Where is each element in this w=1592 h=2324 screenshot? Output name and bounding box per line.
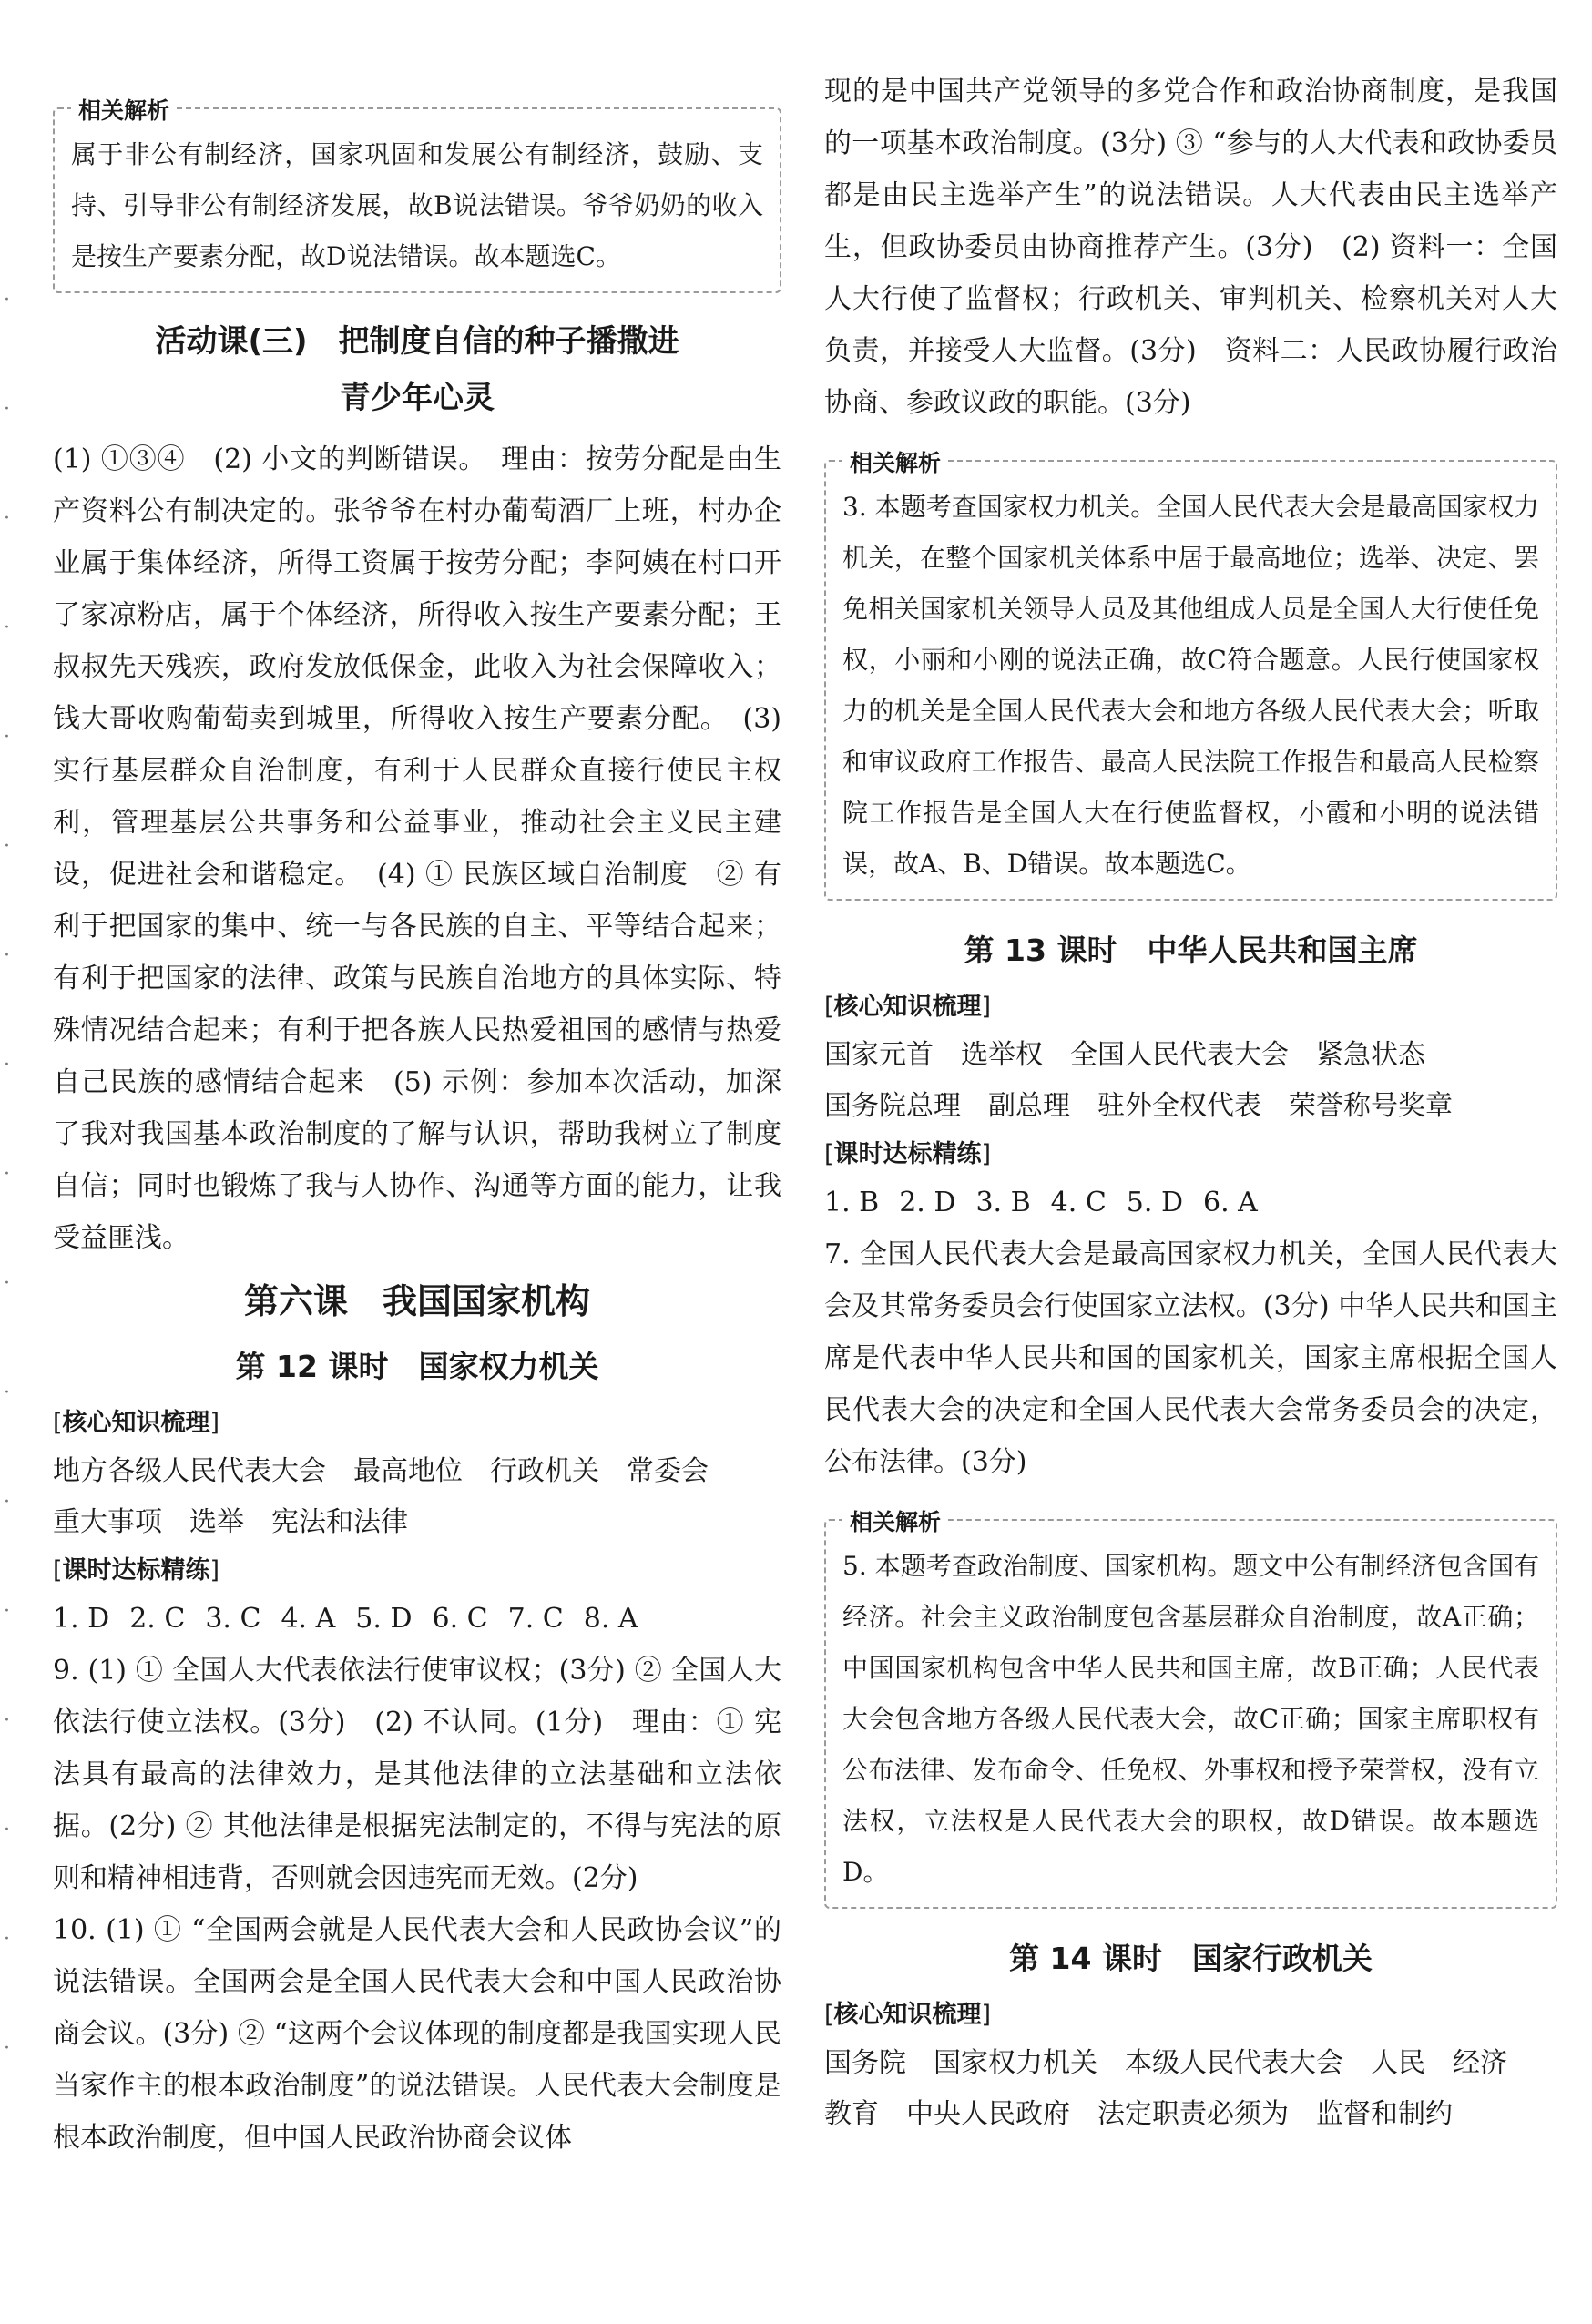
keyword: 国务院 (824, 2047, 906, 2079)
practice-tag: [ 课时达标精练 ] (53, 1548, 781, 1594)
answer: 8. A (583, 1603, 638, 1635)
answer: 3. B (975, 1187, 1031, 1218)
keyword: 紧急状态 (1316, 1039, 1425, 1071)
keyword: 人民 (1371, 2047, 1425, 2079)
activity-title-line1: 活动课(三) 把制度自信的种子播撒进 (155, 323, 679, 360)
class-12-title: 第 12 课时 国家权力机关 (235, 1349, 599, 1384)
keyword: 中央人民政府 (906, 2098, 1070, 2130)
answer: 4. C (1050, 1187, 1107, 1218)
answer: 2. C (129, 1603, 186, 1635)
keyword: 重大事项 (53, 1506, 162, 1538)
analysis-box-title: 相关解析 (842, 1504, 948, 1537)
keyword: 国务院总理 (824, 1090, 961, 1122)
analysis-text: 3. 本题考查国家权力机关。全国人民代表大会是最高国家权力机关，在整个国家机关体系中居于最高地位；选举、决定、罢免相关国家机关领导人员及其他组成人员是全国人大行使任免权，小丽和小刚的说法正确，故C符合题意。人民行使国家权力的机关是全国人民代表大会和地方各级人民代表大会；听取和审议政府工作报告、最高人民法院工作报告和最高人民检察院工作报告是全国人大在行使监督权，小霞和小明的说法错误，故A、B、D错误。故本题选C。 (842, 492, 1539, 879)
right-column (824, 71, 1557, 2140)
core-knowledge-list (53, 1446, 781, 1548)
core-knowledge-list (824, 2038, 1557, 2140)
question-9-answer: 9. (1) ① 全国人大代表依法行使审议权；(3分) ② 全国人大依法行使立法权。(3分) (2) 不认同。(1分) 理由：① 宪法具有最高的法律效力，是其他法律的立法基础和立法依据。(2分) ② 其他法律是根据宪法制定的，不得与宪法的原则和精神相违背，否则就会因违宪而无效。(2分) (53, 1655, 781, 1894)
analysis-box-title: 相关解析 (842, 445, 948, 478)
question-10-continued: 现的是中国共产党领导的多党合作和政治协商制度，是我国的一项基本政治制度。(3分) ③ “参与的人大代表和政协委员都是由民主选举产生”的说法错误。人大代表由民主选举产生，但政协委员由协商推荐产生。(3分) (2) 资料一：全国人大行使了监督权；行政机关、审判机关、检察机关对人大负责，并接受人大监督。(3分) 资料二：人民政协履行政治协商、参政议政的职能。(3分) (824, 76, 1557, 419)
answer-list (53, 1594, 781, 1645)
analysis-box (824, 1509, 1557, 1909)
answer: 5. D (1126, 1187, 1183, 1218)
answer: 1. D (53, 1603, 110, 1635)
keyword: 监督和制约 (1316, 2098, 1453, 2130)
left-column (53, 71, 781, 2164)
activity-answer-text: (1) ①③④ (2) 小文的判断错误。 理由：按劳分配是由生产资料公有制决定的。张爷爷在村办葡萄酒厂上班，村办企业属于集体经济，所得工资属于按劳分配；李阿姨在村口开了家凉粉店，属于个体经济，所得收入按生产要素分配；王叔叔先天残疾，政府发放低保金，此收入为社会保障收入；钱大哥收购葡萄卖到城里，所得收入按生产要素分配。 (3) 实行基层群众自治制度，有利于人民群众直接行使民主权利，管理基层公共事务和公益事业，推动社会主义民主建设，促进社会和谐稳定。 (4) ① 民族区域自治制度 ② 有利于把国家的集中、统一与各民族的自主、平等结合起来；有利于把国家的法律、政策与民族自治地方的具体实际、特殊情况结合起来；有利于把各族人民热爱祖国的感情与热爱自己民族的感情结合起来 (5) 示例：参加本次活动，加深了我对我国基本政治制度的了解与认识，帮助我树立了制度自信；同时也锻炼了我与人协作、沟通等方面的能力，让我受益匪浅。 (53, 443, 781, 1254)
keyword: 法定职责必须为 (1097, 2098, 1289, 2130)
keyword: 驻外全权代表 (1097, 1090, 1261, 1122)
answer: 4. A (281, 1603, 336, 1635)
core-knowledge-list (824, 1030, 1557, 1132)
keyword: 最高地位 (353, 1455, 463, 1487)
keyword: 经济 (1453, 2047, 1507, 2079)
keyword: 全国人民代表大会 (1070, 1039, 1289, 1071)
analysis-box (53, 97, 781, 293)
keyword: 国家元首 (824, 1039, 934, 1071)
answer-list (824, 1177, 1557, 1228)
keyword: 行政机关 (490, 1455, 599, 1487)
core-knowledge-tag: [ 核心知识梳理 ] (824, 1993, 1557, 2038)
core-knowledge-tag: [ 核心知识梳理 ] (53, 1401, 781, 1446)
keyword: 常委会 (627, 1455, 709, 1487)
class-13-title: 第 13 课时 中华人民共和国主席 (964, 933, 1418, 968)
answer: 5. D (355, 1603, 413, 1635)
keyword: 副总理 (988, 1090, 1070, 1122)
question-7-answer: 7. 全国人民代表大会是最高国家权力机关，全国人民代表大会及其常务委员会行使国家立法权。(3分) 中华人民共和国主席是代表中华人民共和国的国家机关，国家主席根据全国人民代表大会的决定和全国人民代表大会常务委员会的决定，公布法律。(3分) (824, 1238, 1557, 1478)
core-knowledge-tag: [ 核心知识梳理 ] (824, 984, 1557, 1030)
keyword: 教育 (824, 2098, 879, 2130)
answer: 7. C (507, 1603, 564, 1635)
question-10-answer: 10. (1) ① “全国两会就是人民代表大会和人民政协会议”的说法错误。全国两会是全国人民代表大会和中国人民政治协商会议。(3分) ② “这两个会议体现的制度都是我国实现人民当家作主的根本政治制度”的说法错误。人民代表大会制度是根本政治制度，但中国人民政治协商会议体 (53, 1914, 781, 2154)
analysis-text: 属于非公有制经济，国家巩固和发展公有制经济，鼓励、支持、引导非公有制经济发展，故B说法错误。爷爷奶奶的收入是按生产要素分配，故D说法错误。故本题选C。 (71, 139, 763, 271)
keyword: 地方各级人民代表大会 (53, 1455, 326, 1487)
practice-tag: [ 课时达标精练 ] (824, 1132, 1557, 1177)
answer: 6. A (1203, 1187, 1258, 1218)
activity-title (53, 313, 781, 426)
keyword: 选举 (189, 1506, 244, 1538)
keyword: 国家权力机关 (934, 2047, 1097, 2079)
keyword: 宪法和法律 (271, 1506, 408, 1538)
binding-margin-marks: · · · · · · · · · · · · · · · · · (4, 289, 10, 2060)
answer: 2. D (899, 1187, 956, 1218)
keyword: 选举权 (961, 1039, 1043, 1071)
keyword: 本级人民代表大会 (1125, 2047, 1343, 2079)
activity-title-line2: 青少年心灵 (340, 380, 495, 416)
class-14-title: 第 14 课时 国家行政机关 (1009, 1941, 1373, 1976)
answer: 6. C (432, 1603, 488, 1635)
analysis-box-title: 相关解析 (71, 93, 177, 126)
analysis-text: 5. 本题考查政治制度、国家机构。题文中公有制经济包含国有经济。社会主义政治制度包含基层群众自治制度，故A正确；中国国家机构包含中华人民共和国主席，故B正确；人民代表大会包含地方各级人民代表大会，故C正确；国家主席职权有公布法律、发布命令、任免权、外事权和授予荣誉权，没有立法权，立法权是人民代表大会的职权，故D错误。故本题选D。 (842, 1551, 1539, 1887)
answer: 3. C (205, 1603, 261, 1635)
analysis-box (824, 450, 1557, 901)
lesson-title: 第六课 我国国家机构 (243, 1281, 590, 1321)
keyword: 荣誉称号奖章 (1289, 1090, 1453, 1122)
answer: 1. B (824, 1187, 880, 1218)
